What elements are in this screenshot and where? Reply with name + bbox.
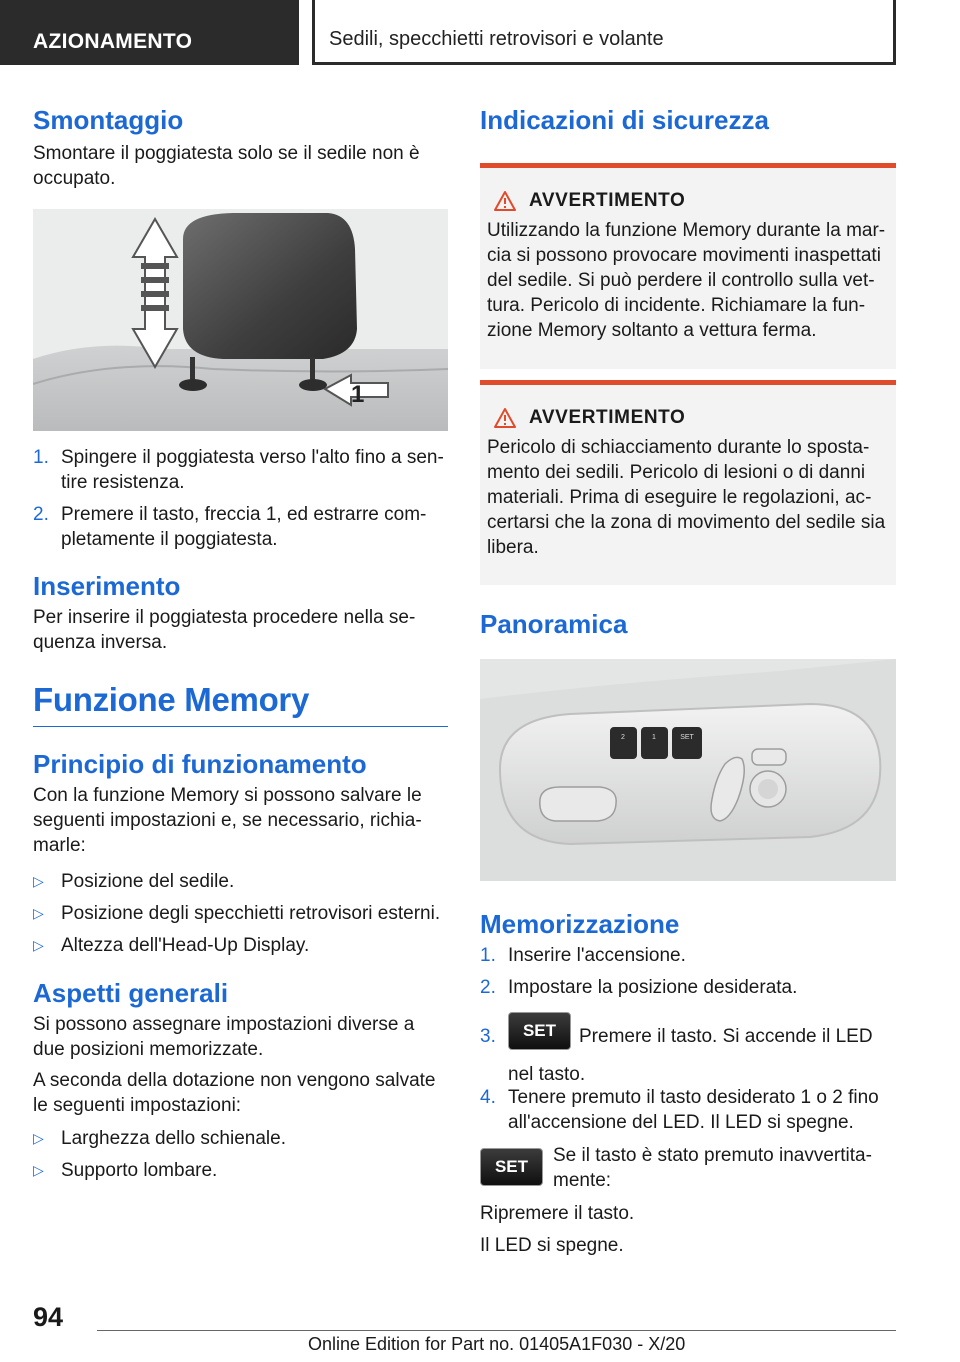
list-item: ▷ Posizione del sedile. <box>33 871 235 892</box>
headrest-image <box>33 209 448 431</box>
warning-box <box>480 163 896 369</box>
chapter-tab <box>312 0 896 65</box>
panoramica-heading: Panoramica <box>480 609 628 639</box>
aspetti-text-1: Si possono assegnare impostazioni diverse a due posizioni memorizzate. <box>33 1014 415 1060</box>
smontaggio-heading: Smontaggio <box>33 105 184 135</box>
warning-title <box>487 190 888 212</box>
aspetti-bullets <box>33 1126 448 1183</box>
bullet-triangle-icon: ▷ <box>33 937 44 953</box>
aspetti-heading: Aspetti generali <box>33 978 229 1008</box>
principio-bullets <box>33 869 448 958</box>
memory-heading: Funzione Memory <box>33 678 448 727</box>
list-item: ▷ Altezza dell'Head-Up Display. <box>33 935 310 956</box>
warning-triangle-icon <box>493 190 517 212</box>
after-text-2: Il LED si spegne. <box>480 1235 624 1256</box>
warning-text: Pericolo di schiacciamento durante lo spostamento dei sedili. Pericolo di lesioni o di danni materiali. Prima di eseguire le regolazioni, accertarsi che la zona di movimento del sedile sia libera. <box>487 437 886 558</box>
warning-triangle-icon <box>493 407 517 429</box>
seat-controls-illustration <box>480 659 896 881</box>
list-item: 1. Spingere il poggiatesta verso l'alto fino a sentire resistenza. <box>33 447 444 493</box>
after-text-1: Ripremere il tasto. <box>480 1203 635 1224</box>
set-button-label: SET <box>680 734 694 741</box>
bullet-triangle-icon: ▷ <box>33 1162 44 1178</box>
note-text: Se il tasto è stato premuto inavvertitamente: <box>553 1145 872 1191</box>
list-item: 2. Impostare la posizione desiderata. <box>480 977 798 998</box>
bullet-triangle-icon: ▷ <box>33 1130 44 1146</box>
memorizzazione-steps <box>480 943 896 1135</box>
inserimento-text: Per inserire il poggiatesta procedere nella sequenza inversa. <box>33 607 416 653</box>
warning-title <box>487 407 888 429</box>
seat-controls-image <box>480 659 896 881</box>
right-column <box>480 100 896 1258</box>
list-item: ▷ Posizione degli specchietti retrovisori esterni. <box>33 903 441 924</box>
memorizzazione-heading: Memorizzazione <box>480 909 680 939</box>
smontaggio-text: Smontare il poggiatesta solo se il sedile non è occupato. <box>33 143 420 189</box>
section-label: AZIONAMENTO <box>33 30 193 53</box>
principio-heading: Principio di funzionamento <box>33 749 367 779</box>
headrest-illustration <box>33 209 448 431</box>
page-number: 94 <box>33 1302 64 1332</box>
memory-button-1-label: 1 <box>652 734 656 741</box>
set-key-icon: SET <box>508 1012 571 1050</box>
warning-box <box>480 380 896 585</box>
sicurezza-heading: Indicazioni di sicurezza <box>480 105 769 135</box>
principio-text: Con la funzione Memory si possono salvare le seguenti impostazioni e, se necessario, richiamarle: <box>33 785 422 856</box>
footer-divider <box>97 1330 896 1331</box>
warning-text: Utilizzando la funzione Memory durante la marcia si possono provocare movimenti inaspettati del sedile. Si può perdere il controllo sulla vettura. Pericolo di incidente. Richiamare la funzione Memory soltanto a vettura ferma. <box>487 220 886 341</box>
memory-button-2-label: 2 <box>621 734 625 741</box>
left-column <box>33 100 448 1190</box>
warning-label: AVVERTIMENTO <box>529 407 686 428</box>
smontaggio-steps <box>33 445 448 552</box>
bullet-triangle-icon: ▷ <box>33 873 44 889</box>
list-item: 2. Premere il tasto, freccia 1, ed estrarre completamente il poggiatesta. <box>33 504 427 550</box>
section-tab <box>0 0 299 65</box>
warning-label: AVVERTIMENTO <box>529 190 686 211</box>
bullet-triangle-icon: ▷ <box>33 905 44 921</box>
inserimento-heading: Inserimento <box>33 571 181 601</box>
note-block <box>480 1143 896 1193</box>
set-key-icon: SET <box>480 1148 543 1186</box>
list-item: 4. Tenere premuto il tasto desiderato 1 o 2 fino all'accensione del LED. Il LED si spegne. <box>480 1087 879 1133</box>
list-item: 3. SET Premere il tasto. Si accende il LED nel tasto. <box>480 1012 896 1075</box>
list-item: ▷ Supporto lombare. <box>33 1160 218 1181</box>
footer-edition: Online Edition for Part no. 01405A1F030 - X/20 <box>308 1334 686 1354</box>
chapter-label: Sedili, specchietti retrovisori e volante <box>329 28 664 50</box>
list-item: 1. Inserire l'accensione. <box>480 945 686 966</box>
aspetti-text-2: A seconda della dotazione non vengono salvate le seguenti impostazioni: <box>33 1070 436 1116</box>
list-item: ▷ Larghezza dello schienale. <box>33 1128 286 1149</box>
callout-label: 1 <box>351 381 365 408</box>
